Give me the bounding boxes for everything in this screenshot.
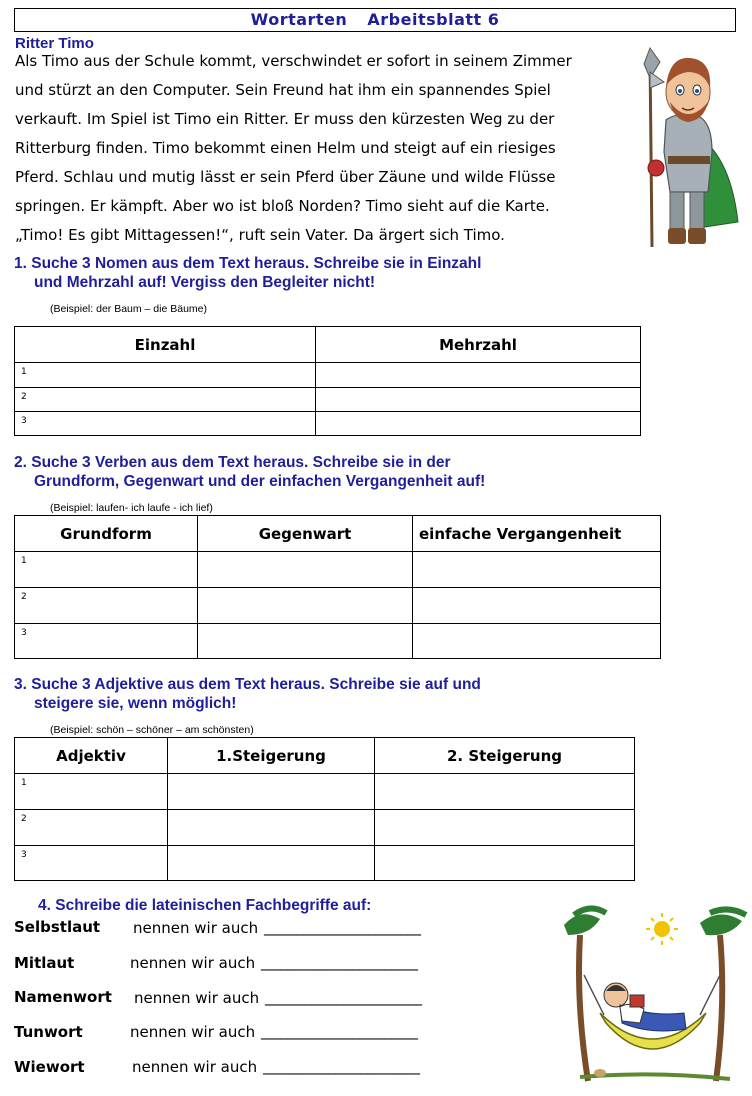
answer-cell[interactable]	[375, 810, 635, 846]
task-2-instruction	[14, 453, 485, 491]
answer-line[interactable]: ________________________	[261, 1022, 417, 1040]
worksheet-title	[14, 8, 736, 32]
term-label: Wiewort	[14, 1058, 85, 1076]
column-header: Adjektiv	[15, 738, 168, 774]
task-3-instruction	[14, 675, 481, 713]
answer-cell[interactable]	[316, 363, 641, 388]
task-1-example: (Beispiel: der Baum – die Bäume)	[50, 303, 207, 315]
story-line: Pferd. Schlau und mutig lässt er sein Pferd über Zäune und wilde Flüsse	[15, 168, 556, 186]
term-phrase: nennen wir auch	[134, 989, 260, 1007]
story-line: verkauft. Im Spiel ist Timo ein Ritter. Er muss den kürzesten Weg zu der	[15, 110, 555, 128]
column-header: Gegenwart	[198, 516, 413, 552]
row-number: 2	[15, 810, 168, 846]
task-2-line-2: Grundform, Gegenwart und der einfachen Vergangenheit auf!	[34, 473, 486, 490]
table-row	[15, 624, 661, 659]
term-phrase: nennen wir auch	[130, 954, 256, 972]
column-header: Grundform	[15, 516, 198, 552]
verbs-table	[14, 515, 661, 659]
row-number: 1	[15, 552, 198, 588]
task-3-line-2: steigere sie, wenn möglich!	[34, 695, 237, 712]
knight-illustration	[620, 42, 748, 252]
answer-cell[interactable]	[198, 624, 413, 659]
story-line: und stürzt an den Computer. Sein Freund hat ihm ein spannendes Spiel	[15, 81, 551, 99]
task-2-example: (Beispiel: laufen- ich laufe - ich lief)	[50, 502, 213, 514]
story-line: springen. Er kämpft. Aber wo ist bloß Norden? Timo sieht auf die Karte.	[15, 197, 550, 215]
term-label: Tunwort	[14, 1023, 83, 1041]
answer-line[interactable]: ________________________	[265, 988, 421, 1006]
answer-cell[interactable]	[316, 388, 641, 412]
answer-cell[interactable]	[413, 588, 661, 624]
task-1-line-2: und Mehrzahl auf! Vergiss den Begleiter nicht!	[34, 274, 376, 291]
task-3-line-1: 3. Suche 3 Adjektive aus dem Text heraus. Schreibe sie auf und	[14, 676, 481, 693]
task-1-instruction	[14, 254, 481, 292]
term-phrase: nennen wir auch	[130, 1023, 256, 1041]
row-number: 1	[15, 363, 316, 388]
table-row	[15, 388, 641, 412]
row-number: 3	[15, 846, 168, 881]
hammock-illustration	[560, 905, 748, 1087]
answer-line[interactable]: ________________________	[264, 918, 420, 936]
term-phrase: nennen wir auch	[133, 919, 259, 937]
term-label: Namenwort	[14, 988, 112, 1006]
story-title: Ritter Timo	[15, 35, 94, 52]
answer-cell[interactable]	[198, 588, 413, 624]
column-header: einfache Vergangenheit	[413, 516, 661, 552]
story-line: Als Timo aus der Schule kommt, verschwindet er sofort in seinem Zimmer	[15, 52, 572, 70]
table-row	[15, 412, 641, 436]
column-header: 1.Steigerung	[168, 738, 375, 774]
answer-line[interactable]: ________________________	[263, 1057, 419, 1075]
story-line: „Timo! Es gibt Mittagessen!“, ruft sein Vater. Da ärgert sich Timo.	[15, 226, 505, 244]
title-subject: Wortarten	[250, 10, 348, 29]
table-row	[15, 846, 635, 881]
row-number: 1	[15, 774, 168, 810]
task-3-example: (Beispiel: schön – schöner – am schönsten)	[50, 724, 254, 736]
table-row	[15, 363, 641, 388]
task-2-line-1: 2. Suche 3 Verben aus dem Text heraus. Schreibe sie in der	[14, 454, 451, 471]
table-row	[15, 588, 661, 624]
adjectives-table	[14, 737, 635, 881]
column-header: Mehrzahl	[316, 327, 641, 363]
row-number: 2	[15, 588, 198, 624]
task-4-heading: 4. Schreibe die lateinischen Fachbegriffe auf:	[38, 897, 372, 914]
answer-cell[interactable]	[168, 810, 375, 846]
answer-cell[interactable]	[375, 846, 635, 881]
story-line: Ritterburg finden. Timo bekommt einen Helm und steigt auf ein riesiges	[15, 139, 556, 157]
answer-cell[interactable]	[198, 552, 413, 588]
title-sheet: Arbeitsblatt 6	[367, 10, 500, 29]
nouns-table	[14, 326, 641, 436]
row-number: 3	[15, 624, 198, 659]
column-header: Einzahl	[15, 327, 316, 363]
answer-cell[interactable]	[375, 774, 635, 810]
table-row	[15, 810, 635, 846]
table-row	[15, 774, 635, 810]
term-label: Mitlaut	[14, 954, 75, 972]
row-number: 3	[15, 412, 316, 436]
answer-cell[interactable]	[316, 412, 641, 436]
answer-line[interactable]: ________________________	[261, 953, 417, 971]
answer-cell[interactable]	[168, 846, 375, 881]
answer-cell[interactable]	[413, 624, 661, 659]
answer-cell[interactable]	[413, 552, 661, 588]
row-number: 2	[15, 388, 316, 412]
column-header: 2. Steigerung	[375, 738, 635, 774]
term-phrase: nennen wir auch	[132, 1058, 258, 1076]
term-label: Selbstlaut	[14, 918, 101, 936]
task-1-line-1: 1. Suche 3 Nomen aus dem Text heraus. Schreibe sie in Einzahl	[14, 255, 482, 272]
table-row	[15, 552, 661, 588]
answer-cell[interactable]	[168, 774, 375, 810]
